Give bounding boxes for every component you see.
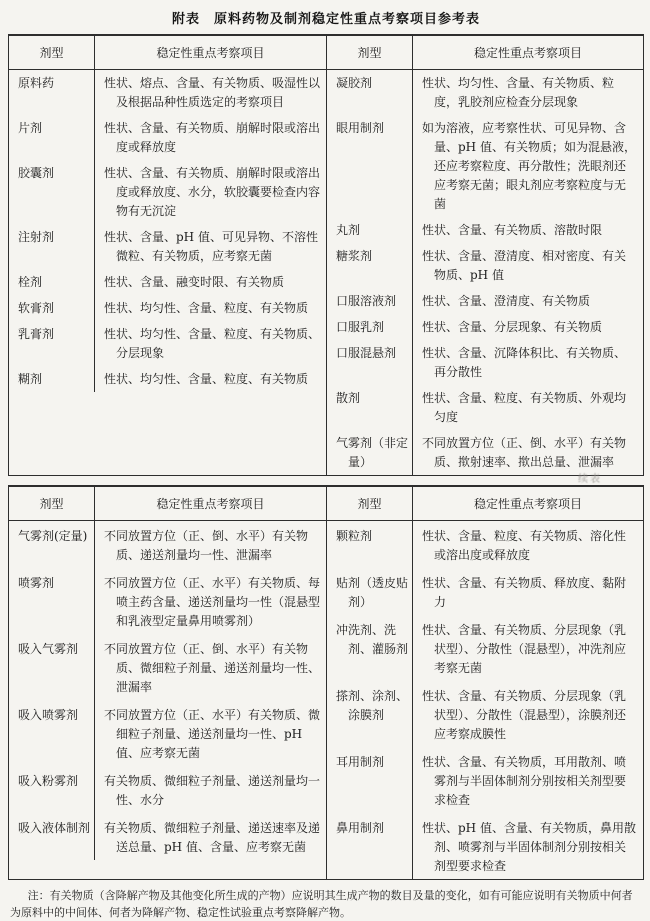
inspection-items-cell: 如为溶液，应考察性状、可见异物、含量、pH 值、有关物质；如为混悬液，还应考察粒度、再分散性；洗眼剂还应考察无菌；眼丸剂应考察粒度与无菌 (422, 121, 636, 211)
dosage-form-cell: 吸入液体制剂 (9, 813, 95, 860)
column-header-inspection-items: 稳定性重点考察项目 (95, 487, 326, 521)
dosage-form-cell: 吸入气雾剂 (9, 634, 95, 700)
dosage-form-cell: 眼用制剂 (327, 115, 413, 217)
column-header-dosage-form: 剂型 (327, 487, 413, 521)
column-header-inspection-items: 稳定性重点考察项目 (95, 36, 326, 70)
inspection-items-cell: 性状、含量、有关物质，耳用散剂、喷雾剂与半固体制剂分别按相关剂型要求检查 (422, 755, 627, 807)
inspection-items-cell: 性状、均匀性、含量、粒度、有关物质、分层现象 (104, 327, 321, 360)
inspection-items-cell: 性状、均匀性、含量、粒度、有关物质 (104, 372, 309, 386)
inspection-items-cell: 性状、含量、粒度、有关物质、溶化性或溶出度或释放度 (422, 529, 627, 562)
dosage-form-cell: 贴剂（透皮贴剂） (327, 568, 413, 615)
inspection-items-cell: 性状、pH 值、含量、有关物质，鼻用散剂、喷雾剂与半固体制剂分别按相关剂型要求检查 (422, 821, 636, 873)
inspection-items-cell: 性状、均匀性、含量、粒度、有关物质 (104, 301, 309, 315)
dosage-form-cell: 注射剂 (9, 224, 95, 269)
table-top-left-half (9, 36, 326, 475)
column-header-dosage-form: 剂型 (9, 487, 95, 521)
inspection-items-cell: 性状、含量、有关物质、分层现象（乳状型）、分散性（混悬型），涂膜剂还应考察成膜性 (422, 689, 627, 741)
inspection-items-cell: 不同放置方位（正、倒、水平）有关物质、递送剂量均一性、泄漏率 (104, 529, 309, 562)
dosage-form-cell: 糊剂 (9, 366, 95, 392)
inspection-items-cell: 性状、含量、沉降体积比、有关物质、再分散性 (422, 346, 627, 379)
inspection-items-cell: 性状、含量、有关物质、崩解时限或溶出度或释放度 (104, 121, 321, 154)
inspection-items-cell: 性状、含量、融变时限、有关物质 (104, 275, 285, 289)
dosage-form-cell: 原料药 (9, 70, 95, 115)
dosage-form-cell: 吸入粉雾剂 (9, 766, 95, 813)
inspection-items-cell: 性状、均匀性、含量、有关物质、粒度，乳胶剂应检查分层现象 (422, 76, 615, 109)
table-bottom-right-half (326, 487, 643, 879)
footnote: 注：有关物质（含降解产物及其他变化所生成的产物）应说明其生成产物的数目及量的变化，如有可能应说明有关物质中何者为原料中的中间体、何者为降解产物、稳定性试验重点考察降解产物。 (10, 889, 633, 919)
dosage-form-cell: 凝胶剂 (327, 70, 413, 115)
inspection-items-cell: 不同放置方位（正、水平）有关物质、每喷主药含量、递送剂量均一性（混悬型和乳液型定量鼻用喷雾剂） (104, 576, 321, 628)
table-gap (8, 476, 644, 485)
dosage-form-cell: 冲洗剂、洗剂、灌肠剂 (327, 615, 413, 681)
inspection-items-cell: 性状、含量、有关物质、释放度、黏附力 (422, 576, 627, 609)
dosage-form-cell: 气雾剂（非定量） (327, 430, 413, 475)
dosage-form-cell: 胶囊剂 (9, 160, 95, 224)
dosage-form-cell: 栓剂 (9, 269, 95, 295)
column-header-inspection-items: 稳定性重点考察项目 (413, 36, 643, 70)
inspection-items-cell: 性状、熔点、含量、有关物质、吸湿性以及根据品种性质选定的考察项目 (104, 76, 321, 109)
inspection-items-cell: 有关物质、微细粒子剂量、递送速率及递送总量、pH 值、含量、应考察无菌 (104, 821, 321, 854)
dosage-form-cell: 片剂 (9, 115, 95, 160)
dosage-form-cell: 口服混悬剂 (327, 340, 413, 385)
inspection-items-cell: 性状、含量、有关物质、分层现象（乳状型）、分散性（混悬型），冲洗剂应考察无菌 (422, 623, 627, 675)
dosage-form-cell: 软膏剂 (9, 295, 95, 321)
dosage-form-cell: 吸入喷雾剂 (9, 700, 95, 766)
inspection-items-cell: 不同放置方位（正、倒、水平）有关物质、微细粒子剂量、递送剂量均一性、泄漏率 (104, 642, 321, 694)
table-top-right-half (326, 36, 643, 475)
stability-table-top (8, 34, 644, 476)
dosage-form-cell: 散剂 (327, 385, 413, 430)
inspection-items-cell: 有关物质、微细粒子剂量、递送剂量均一性、水分 (104, 774, 321, 807)
dosage-form-cell: 糖浆剂 (327, 243, 413, 288)
column-header-inspection-items: 稳定性重点考察项目 (413, 487, 643, 521)
column-header-dosage-form: 剂型 (327, 36, 413, 70)
table-bottom-left-half (9, 487, 326, 879)
continued-table-label: 续表 (578, 474, 602, 485)
dosage-form-cell: 口服溶液剂 (327, 288, 413, 314)
dosage-form-cell: 耳用制剂 (327, 747, 413, 813)
inspection-items-cell: 性状、含量、分层现象、有关物质 (422, 320, 603, 334)
dosage-form-cell: 乳膏剂 (9, 321, 95, 366)
dosage-form-cell: 气雾剂(定量) (9, 521, 95, 568)
column-header-dosage-form: 剂型 (9, 36, 95, 70)
inspection-items-cell: 性状、含量、澄清度、有关物质 (422, 294, 591, 308)
inspection-items-cell: 性状、含量、有关物质、溶散时限 (422, 223, 603, 237)
inspection-items-cell: 性状、含量、粒度、有关物质、外观均匀度 (422, 391, 627, 424)
dosage-form-cell: 喷雾剂 (9, 568, 95, 634)
inspection-items-cell: 性状、含量、有关物质、崩解时限或溶出度或释放度、水分，软胶囊要检查内容物有无沉淀 (104, 166, 321, 218)
dosage-form-cell: 搽剂、涂剂、涂膜剂 (327, 681, 413, 747)
dosage-form-cell: 丸剂 (327, 217, 413, 243)
dosage-form-cell: 鼻用制剂 (327, 813, 413, 879)
stability-table-bottom (8, 485, 644, 880)
inspection-items-cell: 性状、含量、pH 值、可见异物、不溶性微粒、有关物质，应考察无菌 (104, 230, 318, 263)
inspection-items-cell: 不同放置方位（正、水平）有关物质、微细粒子剂量、递送剂量均一性、pH 值、应考察无菌 (104, 708, 321, 760)
inspection-items-cell: 性状、含量、澄清度、相对密度、有关物质、pH 值 (422, 249, 627, 282)
dosage-form-cell: 口服乳剂 (327, 314, 413, 340)
dosage-form-cell: 颗粒剂 (327, 521, 413, 568)
page-title: 附表 原料药物及制剂稳定性重点考察项目参考表 (171, 12, 480, 27)
inspection-items-cell: 不同放置方位（正、倒、水平）有关物质、揿射速率、揿出总量、泄漏率 (422, 436, 627, 469)
